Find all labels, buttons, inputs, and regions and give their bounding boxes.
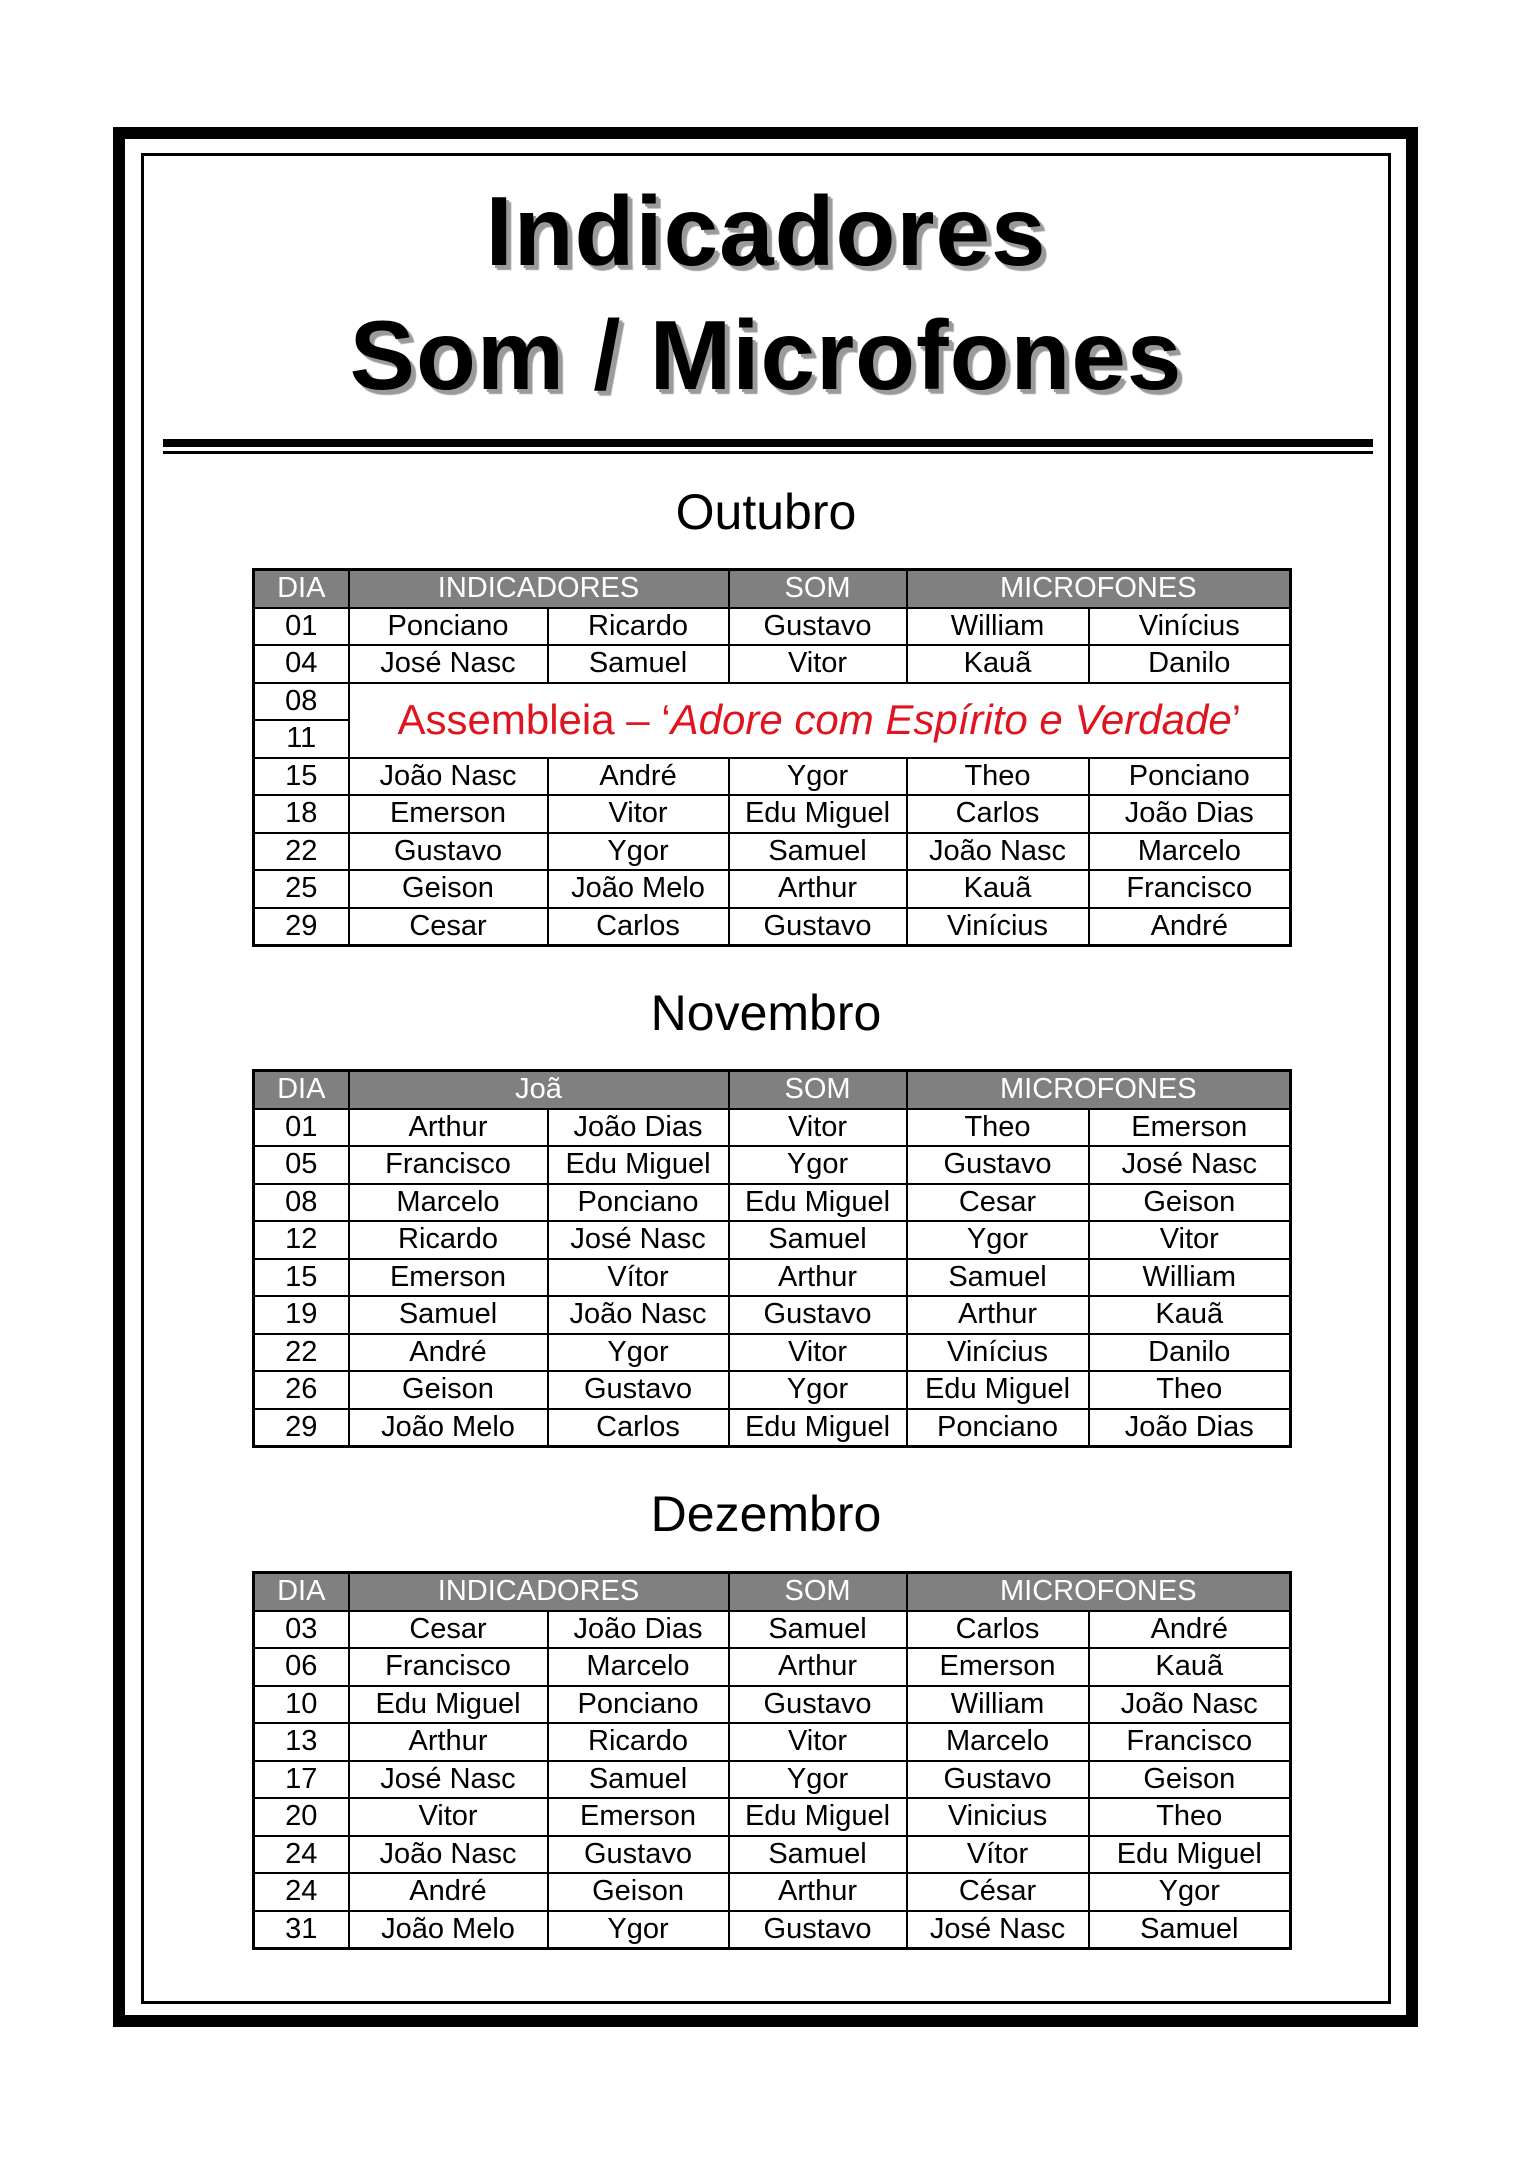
table-row <box>254 1873 1291 1911</box>
cell-indicador-2: Ponciano <box>548 1184 729 1222</box>
cell-indicador-2: Ricardo <box>548 1723 729 1761</box>
cell-indicador-1: Arthur <box>349 1109 548 1147</box>
cell-microfone-1: Theo <box>907 1109 1089 1147</box>
cell-indicador-1: José Nasc <box>349 1761 548 1799</box>
header-indicadores: INDICADORES <box>349 1573 729 1611</box>
cell-dia: 24 <box>254 1873 349 1911</box>
table-row <box>254 1723 1291 1761</box>
table-row <box>254 1371 1291 1409</box>
schedule-table-dezembro <box>252 1571 1292 1950</box>
assembly-note <box>349 683 1291 758</box>
cell-dia: 17 <box>254 1761 349 1799</box>
cell-microfone-2: José Nasc <box>1089 1146 1291 1184</box>
cell-microfone-2: João Dias <box>1089 795 1291 833</box>
assembly-prefix: Assembleia – ‘ <box>397 696 671 744</box>
cell-microfone-1: Theo <box>907 758 1089 796</box>
cell-microfone-1: Cesar <box>907 1184 1089 1222</box>
cell-indicador-2: Ygor <box>548 833 729 871</box>
cell-som: Ygor <box>729 758 907 796</box>
cell-dia: 19 <box>254 1296 349 1334</box>
table-row <box>254 1221 1291 1259</box>
cell-indicador-2: Vitor <box>548 795 729 833</box>
cell-indicador-1: Gustavo <box>349 833 548 871</box>
cell-som: Ygor <box>729 1761 907 1799</box>
cell-dia: 22 <box>254 833 349 871</box>
cell-indicador-2: João Melo <box>548 870 729 908</box>
cell-microfone-1: Kauã <box>907 645 1089 683</box>
table-row <box>254 1686 1291 1724</box>
cell-microfone-1: Marcelo <box>907 1723 1089 1761</box>
table-row <box>254 608 1291 646</box>
table-row <box>254 833 1291 871</box>
cell-indicador-2: Vítor <box>548 1259 729 1297</box>
cell-som: Vitor <box>729 645 907 683</box>
cell-dia: 15 <box>254 1259 349 1297</box>
cell-microfone-2: Emerson <box>1089 1109 1291 1147</box>
cell-som: Arthur <box>729 1648 907 1686</box>
cell-som: Gustavo <box>729 1911 907 1949</box>
header-som: SOM <box>729 570 907 608</box>
cell-dia: 04 <box>254 645 349 683</box>
cell-dia: 22 <box>254 1334 349 1372</box>
cell-indicador-1: João Nasc <box>349 1836 548 1874</box>
table-row <box>254 1911 1291 1949</box>
table-row <box>254 1296 1291 1334</box>
cell-indicador-1: Samuel <box>349 1296 548 1334</box>
title-divider-thin <box>163 451 1373 454</box>
cell-som: Vitor <box>729 1109 907 1147</box>
cell-som: Arthur <box>729 870 907 908</box>
cell-indicador-2: Samuel <box>548 645 729 683</box>
cell-microfone-2: Ponciano <box>1089 758 1291 796</box>
cell-microfone-1: William <box>907 1686 1089 1724</box>
cell-indicador-1: Geison <box>349 870 548 908</box>
cell-indicador-1: Ponciano <box>349 608 548 646</box>
table-row <box>254 795 1291 833</box>
table-row <box>254 1184 1291 1222</box>
cell-microfone-1: Ponciano <box>907 1409 1089 1447</box>
cell-indicador-2: Ygor <box>548 1911 729 1949</box>
header-dia: DIA <box>254 1573 349 1611</box>
cell-indicador-2: Geison <box>548 1873 729 1911</box>
header-indicadores: Joã <box>349 1071 729 1109</box>
header-som: SOM <box>729 1071 907 1109</box>
cell-indicador-2: João Dias <box>548 1611 729 1649</box>
cell-microfone-1: César <box>907 1873 1089 1911</box>
cell-microfone-2: André <box>1089 908 1291 946</box>
cell-microfone-2: Geison <box>1089 1761 1291 1799</box>
table-row <box>254 1146 1291 1184</box>
cell-indicador-1: Cesar <box>349 1611 548 1649</box>
cell-indicador-2: José Nasc <box>548 1221 729 1259</box>
cell-som: Gustavo <box>729 908 907 946</box>
cell-microfone-1: Carlos <box>907 1611 1089 1649</box>
header-dia: DIA <box>254 570 349 608</box>
cell-dia: 08 <box>254 683 349 721</box>
cell-indicador-1: Emerson <box>349 1259 548 1297</box>
table-row <box>254 1611 1291 1649</box>
cell-dia: 03 <box>254 1611 349 1649</box>
cell-som: Edu Miguel <box>729 795 907 833</box>
cell-som: Arthur <box>729 1259 907 1297</box>
cell-indicador-2: Emerson <box>548 1798 729 1836</box>
cell-som: Vitor <box>729 1723 907 1761</box>
cell-indicador-2: Carlos <box>548 1409 729 1447</box>
cell-dia: 08 <box>254 1184 349 1222</box>
cell-dia: 31 <box>254 1911 349 1949</box>
cell-som: Arthur <box>729 1873 907 1911</box>
cell-microfone-1: Edu Miguel <box>907 1371 1089 1409</box>
table-row <box>254 908 1291 946</box>
cell-indicador-1: Francisco <box>349 1146 548 1184</box>
cell-microfone-2: Marcelo <box>1089 833 1291 871</box>
cell-dia: 26 <box>254 1371 349 1409</box>
header-microfones: MICROFONES <box>907 1071 1291 1109</box>
cell-dia: 12 <box>254 1221 349 1259</box>
cell-microfone-2: Ygor <box>1089 1873 1291 1911</box>
cell-som: Samuel <box>729 1611 907 1649</box>
schedule-table-outubro <box>252 568 1292 947</box>
cell-microfone-2: João Dias <box>1089 1409 1291 1447</box>
cell-dia: 15 <box>254 758 349 796</box>
cell-indicador-2: Ponciano <box>548 1686 729 1724</box>
cell-dia: 29 <box>254 1409 349 1447</box>
cell-indicador-2: Samuel <box>548 1761 729 1799</box>
header-som: SOM <box>729 1573 907 1611</box>
cell-dia: 01 <box>254 1109 349 1147</box>
cell-dia: 06 <box>254 1648 349 1686</box>
cell-som: Samuel <box>729 1221 907 1259</box>
page-title-line2: Som / Microfones <box>349 300 1183 410</box>
cell-microfone-2: Danilo <box>1089 645 1291 683</box>
table-row <box>254 1109 1291 1147</box>
schedule-table-novembro <box>252 1069 1292 1448</box>
cell-microfone-1: Vinícius <box>907 908 1089 946</box>
cell-microfone-2: João Nasc <box>1089 1686 1291 1724</box>
cell-microfone-1: Vinícius <box>907 1334 1089 1372</box>
cell-microfone-1: João Nasc <box>907 833 1089 871</box>
cell-microfone-1: Gustavo <box>907 1146 1089 1184</box>
table-header-row <box>254 570 1291 608</box>
header-microfones: MICROFONES <box>907 570 1291 608</box>
cell-microfone-2: Francisco <box>1089 1723 1291 1761</box>
cell-microfone-1: Emerson <box>907 1648 1089 1686</box>
cell-dia: 29 <box>254 908 349 946</box>
cell-indicador-1: José Nasc <box>349 645 548 683</box>
cell-indicador-1: André <box>349 1334 548 1372</box>
cell-microfone-1: William <box>907 608 1089 646</box>
cell-microfone-2: Danilo <box>1089 1334 1291 1372</box>
cell-indicador-1: Cesar <box>349 908 548 946</box>
title-divider-thick <box>163 439 1373 447</box>
cell-indicador-1: Geison <box>349 1371 548 1409</box>
table-row <box>254 1334 1291 1372</box>
cell-indicador-2: João Nasc <box>548 1296 729 1334</box>
table-row <box>254 1836 1291 1874</box>
cell-som: Samuel <box>729 1836 907 1874</box>
cell-indicador-1: André <box>349 1873 548 1911</box>
table-row <box>254 1798 1291 1836</box>
cell-dia: 24 <box>254 1836 349 1874</box>
cell-microfone-1: Vítor <box>907 1836 1089 1874</box>
cell-microfone-2: Francisco <box>1089 870 1291 908</box>
table-header-row <box>254 1071 1291 1109</box>
header-dia: DIA <box>254 1071 349 1109</box>
cell-microfone-1: Gustavo <box>907 1761 1089 1799</box>
month-heading-novembro: Novembro <box>650 985 882 1041</box>
cell-microfone-1: José Nasc <box>907 1911 1089 1949</box>
cell-indicador-2: João Dias <box>548 1109 729 1147</box>
table-header-row <box>254 1573 1291 1611</box>
cell-dia: 11 <box>254 720 349 758</box>
cell-microfone-2: André <box>1089 1611 1291 1649</box>
assembly-theme: Adore com Espírito e Verdade <box>670 696 1232 744</box>
cell-som: Vitor <box>729 1334 907 1372</box>
cell-indicador-1: Marcelo <box>349 1184 548 1222</box>
cell-dia: 25 <box>254 870 349 908</box>
cell-som: Gustavo <box>729 1686 907 1724</box>
cell-microfone-1: Kauã <box>907 870 1089 908</box>
cell-som: Edu Miguel <box>729 1184 907 1222</box>
cell-som: Ygor <box>729 1371 907 1409</box>
page-title-line1: Indicadores <box>485 176 1047 286</box>
cell-dia: 13 <box>254 1723 349 1761</box>
cell-microfone-2: William <box>1089 1259 1291 1297</box>
cell-indicador-1: Emerson <box>349 795 548 833</box>
cell-indicador-2: Gustavo <box>548 1371 729 1409</box>
table-row <box>254 1761 1291 1799</box>
table-row <box>254 1409 1291 1447</box>
cell-indicador-2: Marcelo <box>548 1648 729 1686</box>
cell-som: Gustavo <box>729 1296 907 1334</box>
cell-dia: 05 <box>254 1146 349 1184</box>
month-heading-dezembro: Dezembro <box>650 1486 882 1542</box>
cell-indicador-1: Francisco <box>349 1648 548 1686</box>
cell-indicador-1: João Nasc <box>349 758 548 796</box>
cell-microfone-2: Geison <box>1089 1184 1291 1222</box>
header-microfones: MICROFONES <box>907 1573 1291 1611</box>
cell-dia: 10 <box>254 1686 349 1724</box>
cell-dia: 18 <box>254 795 349 833</box>
table-row <box>254 758 1291 796</box>
cell-indicador-1: Ricardo <box>349 1221 548 1259</box>
table-row <box>254 1648 1291 1686</box>
table-row <box>254 1259 1291 1297</box>
cell-indicador-2: Edu Miguel <box>548 1146 729 1184</box>
cell-indicador-2: André <box>548 758 729 796</box>
table-row <box>254 870 1291 908</box>
cell-microfone-2: Samuel <box>1089 1911 1291 1949</box>
cell-microfone-2: Kauã <box>1089 1296 1291 1334</box>
assembly-row <box>254 683 1291 721</box>
cell-indicador-2: Gustavo <box>548 1836 729 1874</box>
cell-microfone-2: Theo <box>1089 1371 1291 1409</box>
cell-indicador-1: Arthur <box>349 1723 548 1761</box>
cell-som: Edu Miguel <box>729 1798 907 1836</box>
cell-microfone-1: Vinicius <box>907 1798 1089 1836</box>
cell-dia: 01 <box>254 608 349 646</box>
cell-indicador-1: Vitor <box>349 1798 548 1836</box>
cell-indicador-2: Ricardo <box>548 608 729 646</box>
cell-microfone-1: Carlos <box>907 795 1089 833</box>
cell-microfone-2: Vitor <box>1089 1221 1291 1259</box>
cell-microfone-1: Ygor <box>907 1221 1089 1259</box>
table-row <box>254 645 1291 683</box>
cell-som: Samuel <box>729 833 907 871</box>
cell-indicador-2: Carlos <box>548 908 729 946</box>
cell-microfone-2: Vinícius <box>1089 608 1291 646</box>
cell-microfone-2: Theo <box>1089 1798 1291 1836</box>
cell-microfone-1: Samuel <box>907 1259 1089 1297</box>
cell-indicador-1: Edu Miguel <box>349 1686 548 1724</box>
assembly-suffix: ’ <box>1231 696 1242 744</box>
cell-microfone-2: Edu Miguel <box>1089 1836 1291 1874</box>
cell-indicador-1: João Melo <box>349 1409 548 1447</box>
cell-som: Ygor <box>729 1146 907 1184</box>
cell-microfone-1: Arthur <box>907 1296 1089 1334</box>
cell-dia: 20 <box>254 1798 349 1836</box>
cell-indicador-1: João Melo <box>349 1911 548 1949</box>
month-heading-outubro: Outubro <box>675 484 857 540</box>
cell-microfone-2: Kauã <box>1089 1648 1291 1686</box>
cell-som: Edu Miguel <box>729 1409 907 1447</box>
cell-som: Gustavo <box>729 608 907 646</box>
header-indicadores: INDICADORES <box>349 570 729 608</box>
cell-indicador-2: Ygor <box>548 1334 729 1372</box>
